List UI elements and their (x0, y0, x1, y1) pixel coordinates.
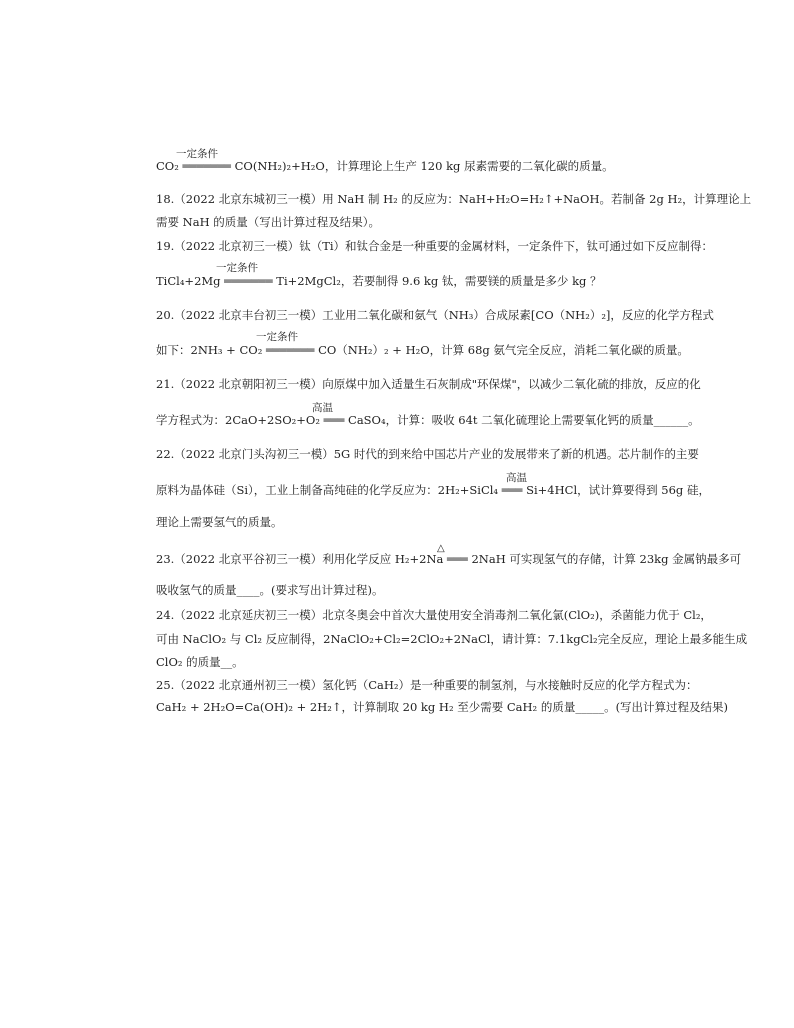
question-22-equation: 原料为晶体硅（Si），工业上制备高纯硅的化学反应为：2H₂+SiCl₄ ═══ Si+4HCl，试计算要得到 56g 硅， (156, 483, 710, 497)
condition-label: 高温 (312, 402, 333, 414)
question-21-line-1: 21.（2022 北京朝阳初三一模）向原煤中加入适量生石灰制成"环保煤"，以减少二氧化硫的排放，反应的化 (156, 377, 701, 391)
question-24-line-1: 24.（2022 北京延庆初三一模）北京冬奥会中首次大量使用安全消毒剂二氧化氯(ClO₂)，杀菌能力优于 Cl₂， (156, 608, 712, 622)
condition-label: 一定条件 (216, 262, 258, 274)
question-20-line-1: 20.（2022 北京丰台初三一模）工业用二氧化碳和氨气（NH₃）合成尿素[CO（NH₂）₂]，反应的化学方程式 (156, 308, 714, 322)
question-22-line-1: 22.（2022 北京门头沟初三一模）5G 时代的到来给中国芯片产业的发展带来了新的机遇。芯片制作的主要 (156, 447, 699, 461)
line-q17-equation: CO₂ ═══════ CO(NH₂)₂+H₂O，计算理论上生产 120 kg 尿素需要的二氧化碳的质量。 (156, 159, 614, 173)
question-25-line-1: 25.（2022 北京通州初三一模）氢化钙（CaH₂）是一种重要的制氢剂，与水接触时反应的化学方程式为： (156, 678, 698, 692)
question-25-line-2: CaH₂ + 2H₂O=Ca(OH)₂ + 2H₂↑，计算制取 20 kg H₂ 至少需要 CaH₂ 的质量_____。(写出计算过程及结果) (156, 700, 729, 714)
question-23-line-1: 23.（2022 北京平谷初三一模）利用化学反应 H₂+2Na ═══ 2NaH 可实现氢气的存储，计算 23kg 金属钠最多可 (156, 552, 742, 566)
question-21-equation: 学方程式为：2CaO+2SO₂+O₂ ═══ CaSO₄，计算：吸收 64t 二氧化硫理论上需要氧化钙的质量______。 (156, 413, 700, 427)
question-18-line-2: 需要 NaH 的质量（写出计算过程及结果）。 (156, 215, 381, 229)
condition-label: 一定条件 (256, 331, 298, 343)
question-20-equation: 如下：2NH₃ + CO₂ ═══════ CO（NH₂）₂ + H₂O，计算 68g 氨气完全反应，消耗二氧化碳的质量。 (156, 343, 689, 357)
delta-condition: △ (437, 543, 445, 554)
question-19-equation: TiCl₄+2Mg ═══════ Ti+2MgCl₂，若要制得 9.6 kg 钛，需要镁的质量是多少 kg ？ (156, 274, 602, 288)
question-18-line-1: 18.（2022 北京东城初三一模）用 NaH 制 H₂ 的反应为：NaH+H₂O=H₂↑+NaOH。若制备 2g H₂，计算理论上 (156, 192, 752, 206)
condition-label: 一定条件 (176, 148, 218, 160)
question-22-line-3: 理论上需要氢气的质量。 (156, 515, 283, 529)
question-19-line-1: 19.（2022 北京初三一模）钛（Ti）和钛合金是一种重要的金属材料，一定条件下，钛可通过如下反应制得： (156, 239, 714, 253)
question-24-line-2: 可由 NaClO₂ 与 Cl₂ 反应制得，2NaClO₂+Cl₂=2ClO₂+2NaCl，请计算：7.1kgCl₂完全反应，理论上最多能生成 (156, 632, 748, 646)
question-24-line-3: ClO₂ 的质量__。 (156, 655, 244, 669)
condition-label: 高温 (506, 472, 527, 484)
question-23-line-2: 吸收氢气的质量____。(要求写出计算过程)。 (156, 583, 384, 597)
